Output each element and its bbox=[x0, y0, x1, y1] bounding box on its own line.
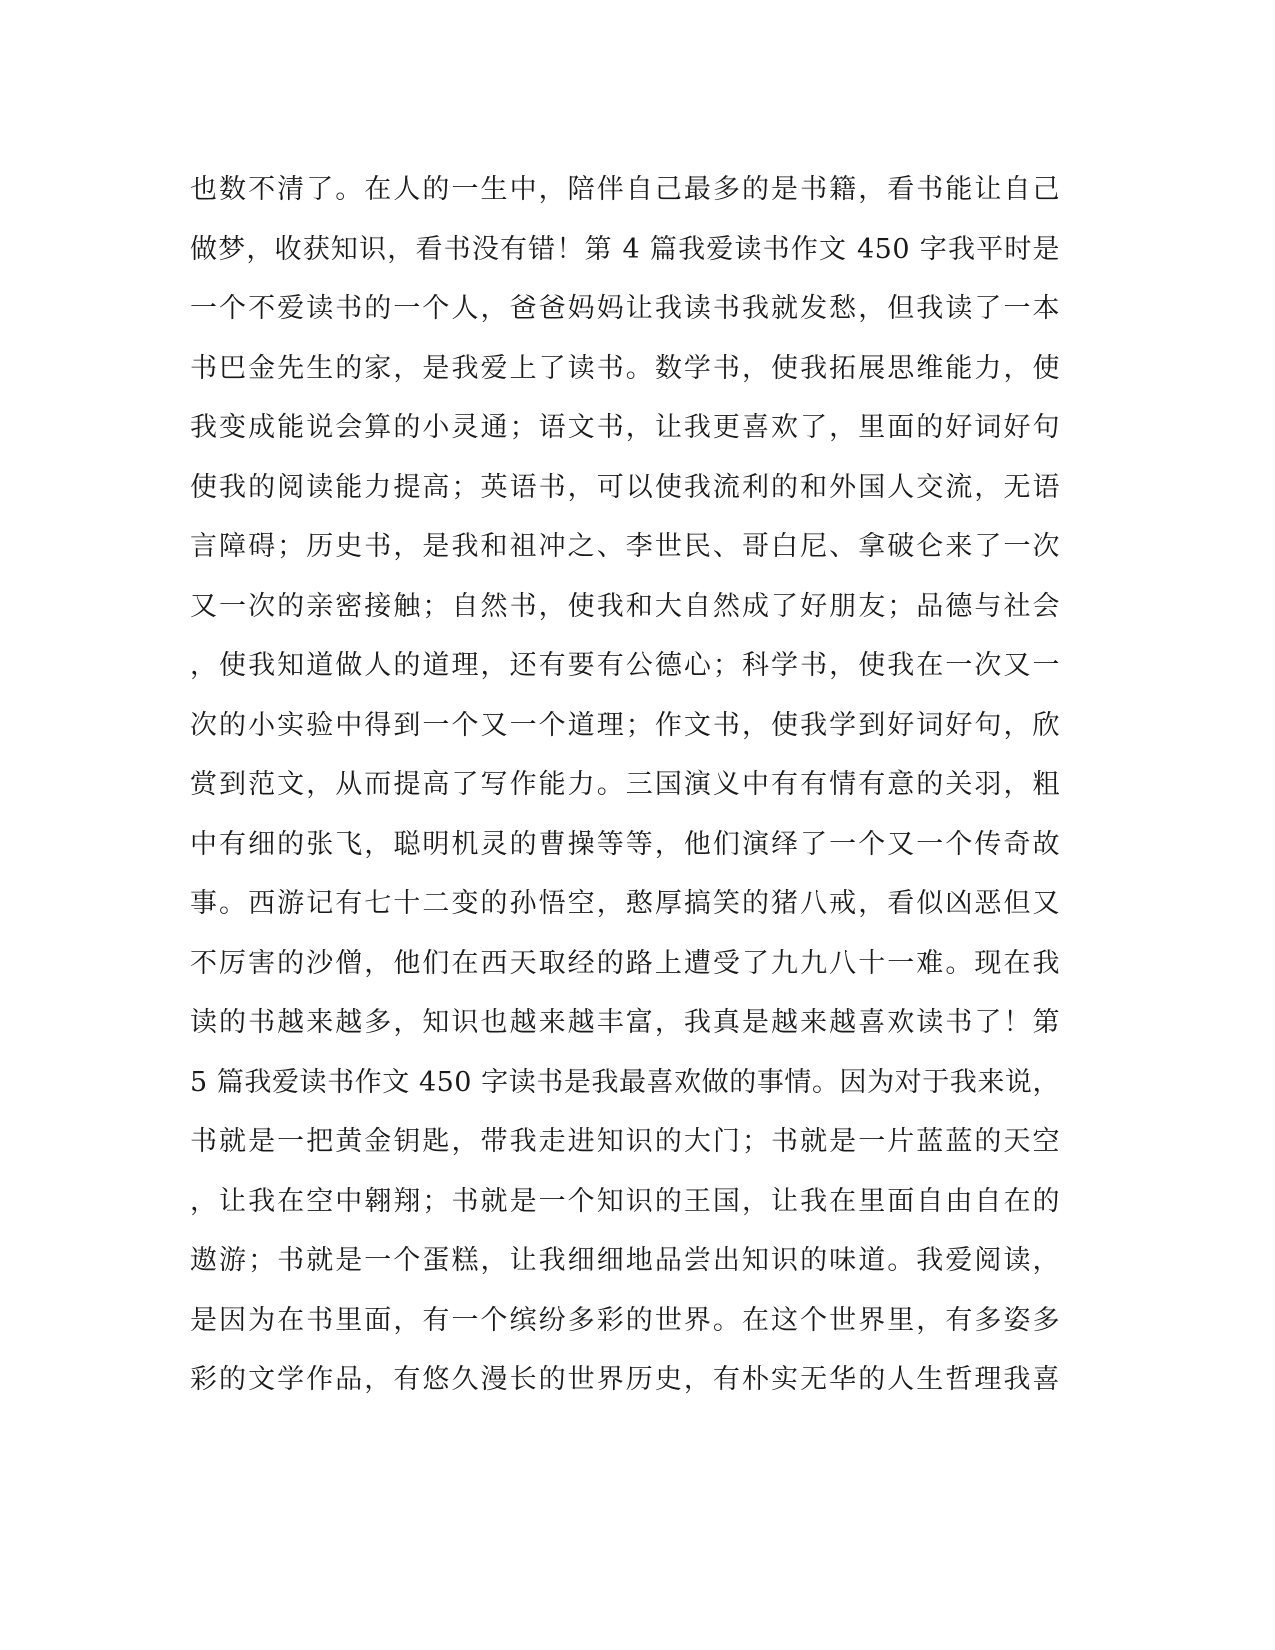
body-text bbox=[190, 160, 1060, 1410]
text-line: 书就是一把黄金钥匙，带我走进知识的大门；书就是一片蓝蓝的天空 bbox=[190, 1126, 1060, 1157]
text-line: 书巴金先生的家，是我爱上了读书。数学书，使我拓展思维能力，使 bbox=[190, 352, 1060, 384]
text-line: 不厉害的沙僧，他们在西天取经的路上遭受了九九八十一难。现在我 bbox=[190, 947, 1060, 979]
text-line: ，使我知道做人的道理，还有要有公德心；科学书，使我在一次又一 bbox=[190, 650, 1060, 681]
text-line: 一个不爱读书的一个人，爸爸妈妈让我读书我就发愁，但我读了一本 bbox=[190, 293, 1060, 324]
text-line: 读的书越来越多，知识也越来越丰富，我真是越来越喜欢读书了！第 bbox=[190, 1007, 1060, 1038]
text-line: 事。西游记有七十二变的孙悟空，憨厚搞笑的猪八戒，看似凶恶但又 bbox=[190, 888, 1060, 919]
text-line: 中有细的张飞，聪明机灵的曹操等等，他们演绎了一个又一个传奇故 bbox=[190, 828, 1060, 860]
text-line: 遨游；书就是一个蛋糕，让我细细地品尝出知识的味道。我爱阅读， bbox=[190, 1245, 1060, 1276]
text-line: 我变成能说会算的小灵通；语文书，让我更喜欢了，里面的好词好句 bbox=[190, 412, 1060, 443]
text-line: 5 篇我爱读书作文 450 字读书是我最喜欢做的事情。因为对于我来说， bbox=[190, 1066, 1060, 1098]
text-line: 是因为在书里面，有一个缤纷多彩的世界。在这个世界里，有多姿多 bbox=[190, 1304, 1060, 1336]
text-line: 做梦，收获知识，看书没有错！第 4 篇我爱读书作文 450 字我平时是 bbox=[190, 233, 1060, 265]
text-line: 也数不清了。在人的一生中，陪伴自己最多的是书籍，看书能让自己 bbox=[190, 174, 1060, 205]
text-line: 使我的阅读能力提高；英语书，可以使我流利的和外国人交流，无语 bbox=[190, 471, 1060, 503]
text-line: 赏到范文，从而提高了写作能力。三国演义中有有情有意的关羽，粗 bbox=[190, 769, 1060, 800]
text-line: 言障碍；历史书，是我和祖冲之、李世民、哥白尼、拿破仑来了一次 bbox=[190, 531, 1060, 562]
text-line: 又一次的亲密接触；自然书，使我和大自然成了好朋友；品德与社会 bbox=[190, 590, 1060, 622]
text-line: 次的小实验中得到一个又一个道理；作文书，使我学到好词好句，欣 bbox=[190, 709, 1060, 741]
text-line: ，让我在空中翱翔；书就是一个知识的王国，让我在里面自由自在的 bbox=[190, 1185, 1060, 1217]
text-line: 彩的文学作品，有悠久漫长的世界历史，有朴实无华的人生哲理我喜 bbox=[190, 1364, 1060, 1395]
